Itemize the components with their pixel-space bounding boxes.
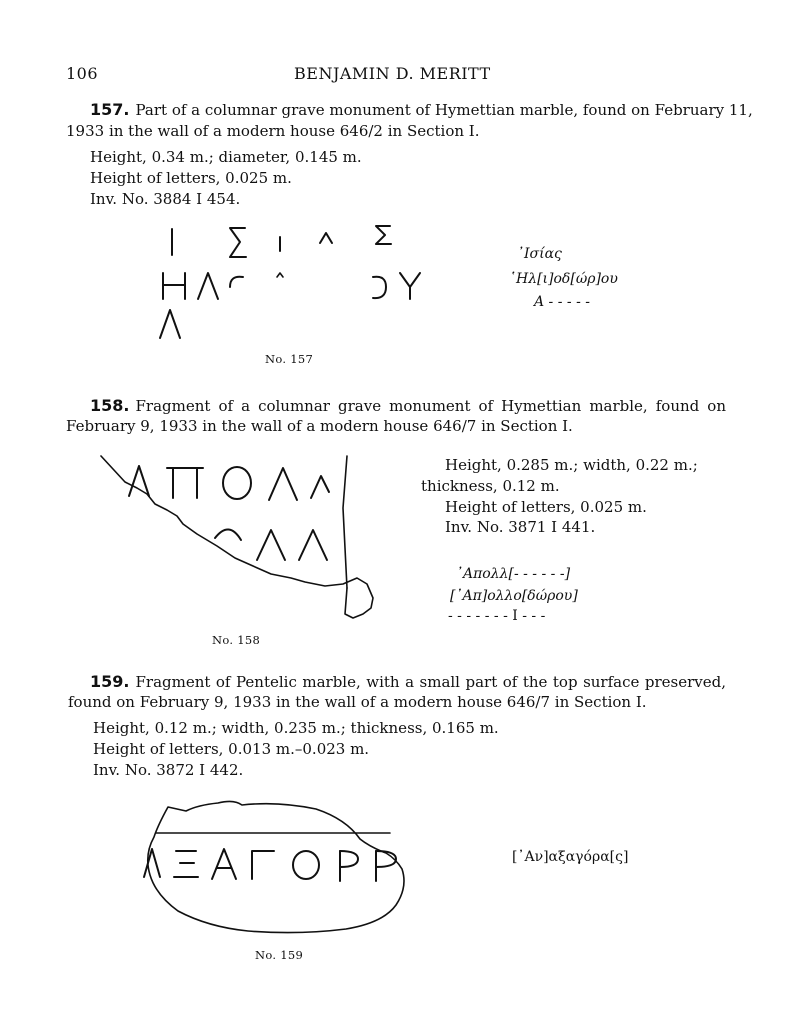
transcription-157-line2: ῾Ηλ[ι]οδ[ώρ]ου xyxy=(509,271,618,287)
entry-157-desc-2: 1933 in the wall of a modern house 646/2 in Section I. xyxy=(66,122,480,140)
figure-caption-158: No. 158 xyxy=(212,633,261,647)
entry-157-dims: Height, 0.34 m.; diameter, 0.145 m. xyxy=(90,148,362,166)
transcription-158-line3: - - - - - - - Ι - - - xyxy=(448,608,546,624)
entry-159-desc-2: found on February 9, 1933 in the wall of a modern house 646/7 in Section I. xyxy=(68,693,647,711)
transcription-158-line1: ᾿Απολλ[- - - - - -] xyxy=(456,566,571,582)
entry-159-letter-height: Height of letters, 0.013 m.–0.023 m. xyxy=(93,740,370,758)
entry-159-inventory: Inv. No. 3872 I 442. xyxy=(93,761,244,779)
running-title: BENJAMIN D. MERITT xyxy=(294,64,491,83)
entry-158-line1 xyxy=(90,395,726,417)
transcription-159: [᾿Αν]αξαγόρα[ς] xyxy=(512,849,629,865)
entry-158-number: 158. xyxy=(90,396,130,415)
entry-157-number: 157. xyxy=(90,100,130,119)
figure-caption-159: No. 159 xyxy=(255,948,304,962)
inscription-drawing-159 xyxy=(138,795,418,945)
entry-158-inventory: Inv. No. 3871 I 441. xyxy=(445,518,596,536)
entry-159-line1 xyxy=(90,671,726,693)
inscription-drawing-157 xyxy=(150,215,440,345)
entry-159-desc-1: Fragment of Pentelic marble, with a small part of the top surface preserved, xyxy=(135,673,726,691)
entry-158-thickness: thickness, 0.12 m. xyxy=(421,477,560,495)
entry-159-dims: Height, 0.12 m.; width, 0.235 m.; thickness, 0.165 m. xyxy=(93,719,499,737)
entry-157-inventory: Inv. No. 3884 I 454. xyxy=(90,190,241,208)
inscription-drawing-158 xyxy=(95,448,385,628)
figure-caption-157: No. 157 xyxy=(265,352,314,366)
entry-159-number: 159. xyxy=(90,672,130,691)
page-number: 106 xyxy=(66,64,99,83)
transcription-157-line3: Α - - - - - xyxy=(534,294,591,310)
entry-157-letter-height: Height of letters, 0.025 m. xyxy=(90,169,292,187)
entry-158-dims: Height, 0.285 m.; width, 0.22 m.; xyxy=(445,456,698,474)
transcription-157-line1: ᾿Ισίας xyxy=(517,246,562,262)
entry-158-desc-2: February 9, 1933 in the wall of a modern house 646/7 in Section I. xyxy=(66,417,573,435)
entry-158-letter-height: Height of letters, 0.025 m. xyxy=(445,498,647,516)
entry-157-desc-1: Part of a columnar grave monument of Hymettian marble, found on February 11, xyxy=(135,101,753,119)
transcription-158-line2: [᾿Απ]ολλο[δώρου] xyxy=(450,588,578,604)
entry-157-line1 xyxy=(90,99,753,121)
entry-158-desc-1: Fragment of a columnar grave monument of Hymettian marble, found on xyxy=(135,397,726,415)
